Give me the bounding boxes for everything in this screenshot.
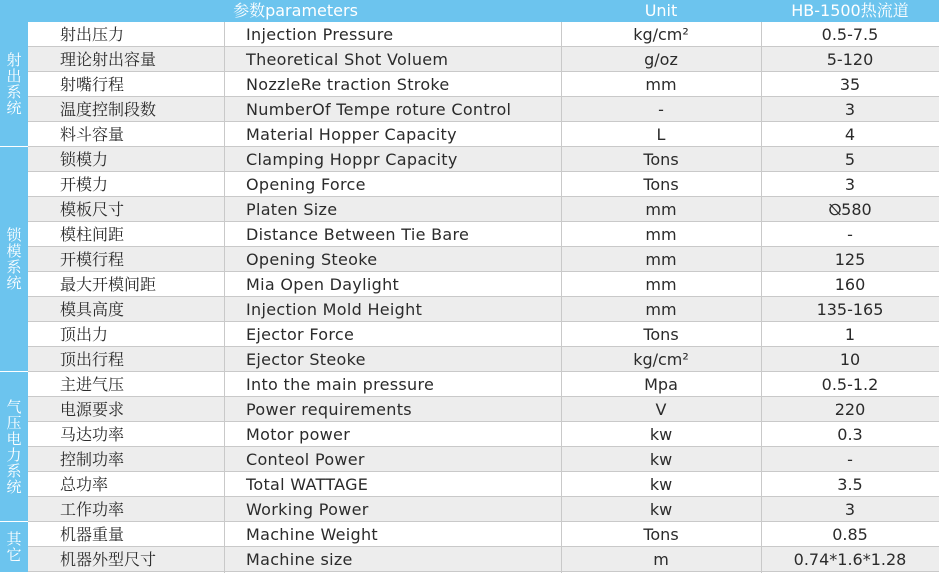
param-unit: L: [656, 125, 666, 144]
group-label-text: 锁模系统: [6, 226, 22, 292]
param-value: 0.85: [832, 525, 868, 544]
table-row: [28, 197, 939, 222]
table-header: [0, 0, 939, 22]
table-row: [28, 347, 939, 372]
table-row: [28, 422, 939, 447]
param-unit: kg/cm²: [633, 350, 689, 369]
param-name-en: NumberOf Tempe roture Control: [246, 100, 512, 119]
param-name-cn: 顶出力: [60, 325, 109, 344]
param-name-cn: 机器重量: [60, 525, 125, 544]
param-name-en: Conteol Power: [246, 450, 365, 469]
column-divider: [224, 22, 225, 573]
param-unit: mm: [645, 200, 677, 219]
param-unit: mm: [645, 275, 677, 294]
param-unit: mm: [645, 225, 677, 244]
param-name-cn: 主进气压: [60, 375, 125, 394]
param-name-cn: 模板尺寸: [60, 200, 125, 219]
table-row: [28, 247, 939, 272]
table-row: [28, 147, 939, 172]
param-value: 0.5-7.5: [821, 25, 879, 44]
param-name-en: Power requirements: [246, 400, 412, 419]
param-value: 135-165: [816, 300, 884, 319]
param-unit: g/oz: [644, 50, 678, 69]
table-row: [28, 72, 939, 97]
param-unit: V: [655, 400, 667, 419]
column-divider: [561, 22, 562, 573]
param-name-cn: 工作功率: [60, 500, 125, 519]
param-unit: Tons: [643, 325, 679, 344]
group-label-text: 射出系统: [6, 51, 22, 117]
table-row: [28, 47, 939, 72]
table-row: [28, 397, 939, 422]
param-name-en: Motor power: [246, 425, 351, 444]
param-name-en: Platen Size: [246, 200, 338, 219]
param-value: 10: [839, 350, 861, 369]
param-unit: mm: [645, 75, 677, 94]
param-unit: Mpa: [644, 375, 678, 394]
table-row: [28, 222, 939, 247]
param-name-en: Injection Mold Height: [246, 300, 423, 319]
param-name-cn: 总功率: [60, 475, 109, 494]
param-value: 3: [844, 500, 856, 519]
table-row: [28, 547, 939, 572]
param-name-en: Opening Force: [246, 175, 366, 194]
header-model: HB-1500热流道: [791, 1, 909, 20]
header-parameters: 参数parameters: [233, 1, 358, 20]
param-name-en: Working Power: [246, 500, 369, 519]
param-unit: mm: [645, 300, 677, 319]
param-name-cn: 电源要求: [60, 400, 125, 419]
param-name-en: Machine Weight: [246, 525, 379, 544]
group-label: [0, 147, 28, 372]
table-row: [28, 497, 939, 522]
param-unit: kw: [649, 500, 673, 519]
param-name-en: NozzleRe traction Stroke: [246, 75, 450, 94]
param-name-en: Distance Between Tie Bare: [246, 225, 470, 244]
param-unit: kw: [649, 450, 673, 469]
param-name-cn: 开模力: [60, 175, 109, 194]
param-value: 0.74*1.6*1.28: [793, 550, 907, 569]
header-unit: Unit: [644, 1, 678, 20]
param-value: 3.5: [837, 475, 863, 494]
param-unit: kw: [649, 475, 673, 494]
param-value: 160: [834, 275, 866, 294]
param-name-en: Ejector Force: [246, 325, 355, 344]
param-value: 5-120: [826, 50, 874, 69]
param-name-cn: 马达功率: [60, 425, 125, 444]
param-name-cn: 开模行程: [60, 250, 125, 269]
param-name-en: Material Hopper Capacity: [246, 125, 457, 144]
param-unit: m: [653, 550, 669, 569]
table-row: [28, 372, 939, 397]
table-row: [28, 22, 939, 47]
table-row: [28, 472, 939, 497]
param-name-cn: 射嘴行程: [60, 75, 125, 94]
param-name-en: Clamping Hoppr Capacity: [246, 150, 458, 169]
param-name-en: Total WATTAGE: [246, 475, 369, 494]
param-name-en: Injection Pressure: [246, 25, 394, 44]
param-unit: Tons: [643, 150, 679, 169]
param-value: 125: [834, 250, 866, 269]
param-value: -: [847, 225, 853, 244]
group-label: [0, 372, 28, 522]
group-label: [0, 522, 28, 572]
param-unit: mm: [645, 250, 677, 269]
table-row: [28, 272, 939, 297]
param-value: 0.5-1.2: [821, 375, 879, 394]
param-name-cn: 温度控制段数: [60, 100, 157, 119]
param-name-cn: 顶出行程: [60, 350, 125, 369]
param-name-en: Machine size: [246, 550, 353, 569]
table-row: [28, 447, 939, 472]
param-value: -: [847, 450, 853, 469]
group-label-text: 气压电力系统: [6, 397, 22, 496]
param-value: 220: [834, 400, 866, 419]
param-unit: kw: [649, 425, 673, 444]
param-unit: kg/cm²: [633, 25, 689, 44]
param-name-en: Ejector Steoke: [246, 350, 366, 369]
param-unit: Tons: [643, 525, 679, 544]
param-name-en: Theoretical Shot Voluem: [246, 50, 449, 69]
table-row: [28, 172, 939, 197]
param-value: 4: [844, 125, 856, 144]
param-name-cn: 射出压力: [60, 25, 125, 44]
column-divider: [761, 22, 762, 573]
param-name-cn: 模具高度: [60, 300, 125, 319]
param-name-cn: 料斗容量: [60, 125, 125, 144]
group-label-text: 其它: [6, 530, 22, 564]
param-name-cn: 理论射出容量: [60, 50, 157, 69]
param-value: ⦰580: [828, 200, 872, 219]
param-name-cn: 机器外型尺寸: [60, 550, 157, 569]
table-row: [28, 122, 939, 147]
param-unit: Tons: [643, 175, 679, 194]
param-value: 3: [844, 100, 856, 119]
param-value: 1: [844, 325, 856, 344]
param-name-en: Into the main pressure: [246, 375, 435, 394]
table-row: [28, 97, 939, 122]
param-value: 35: [839, 75, 861, 94]
group-label: [0, 22, 28, 147]
param-value: 5: [844, 150, 856, 169]
param-value: 3: [844, 175, 856, 194]
param-name-cn: 最大开模间距: [60, 275, 157, 294]
param-value: 0.3: [837, 425, 863, 444]
param-name-cn: 控制功率: [60, 450, 125, 469]
table-row: [28, 297, 939, 322]
param-unit: -: [658, 100, 664, 119]
param-name-cn: 模柱间距: [60, 225, 125, 244]
param-name-en: Mia Open Daylight: [246, 275, 400, 294]
table-row: [28, 522, 939, 547]
param-name-cn: 锁模力: [60, 150, 109, 169]
table-row: [28, 322, 939, 347]
param-name-en: Opening Steoke: [246, 250, 378, 269]
